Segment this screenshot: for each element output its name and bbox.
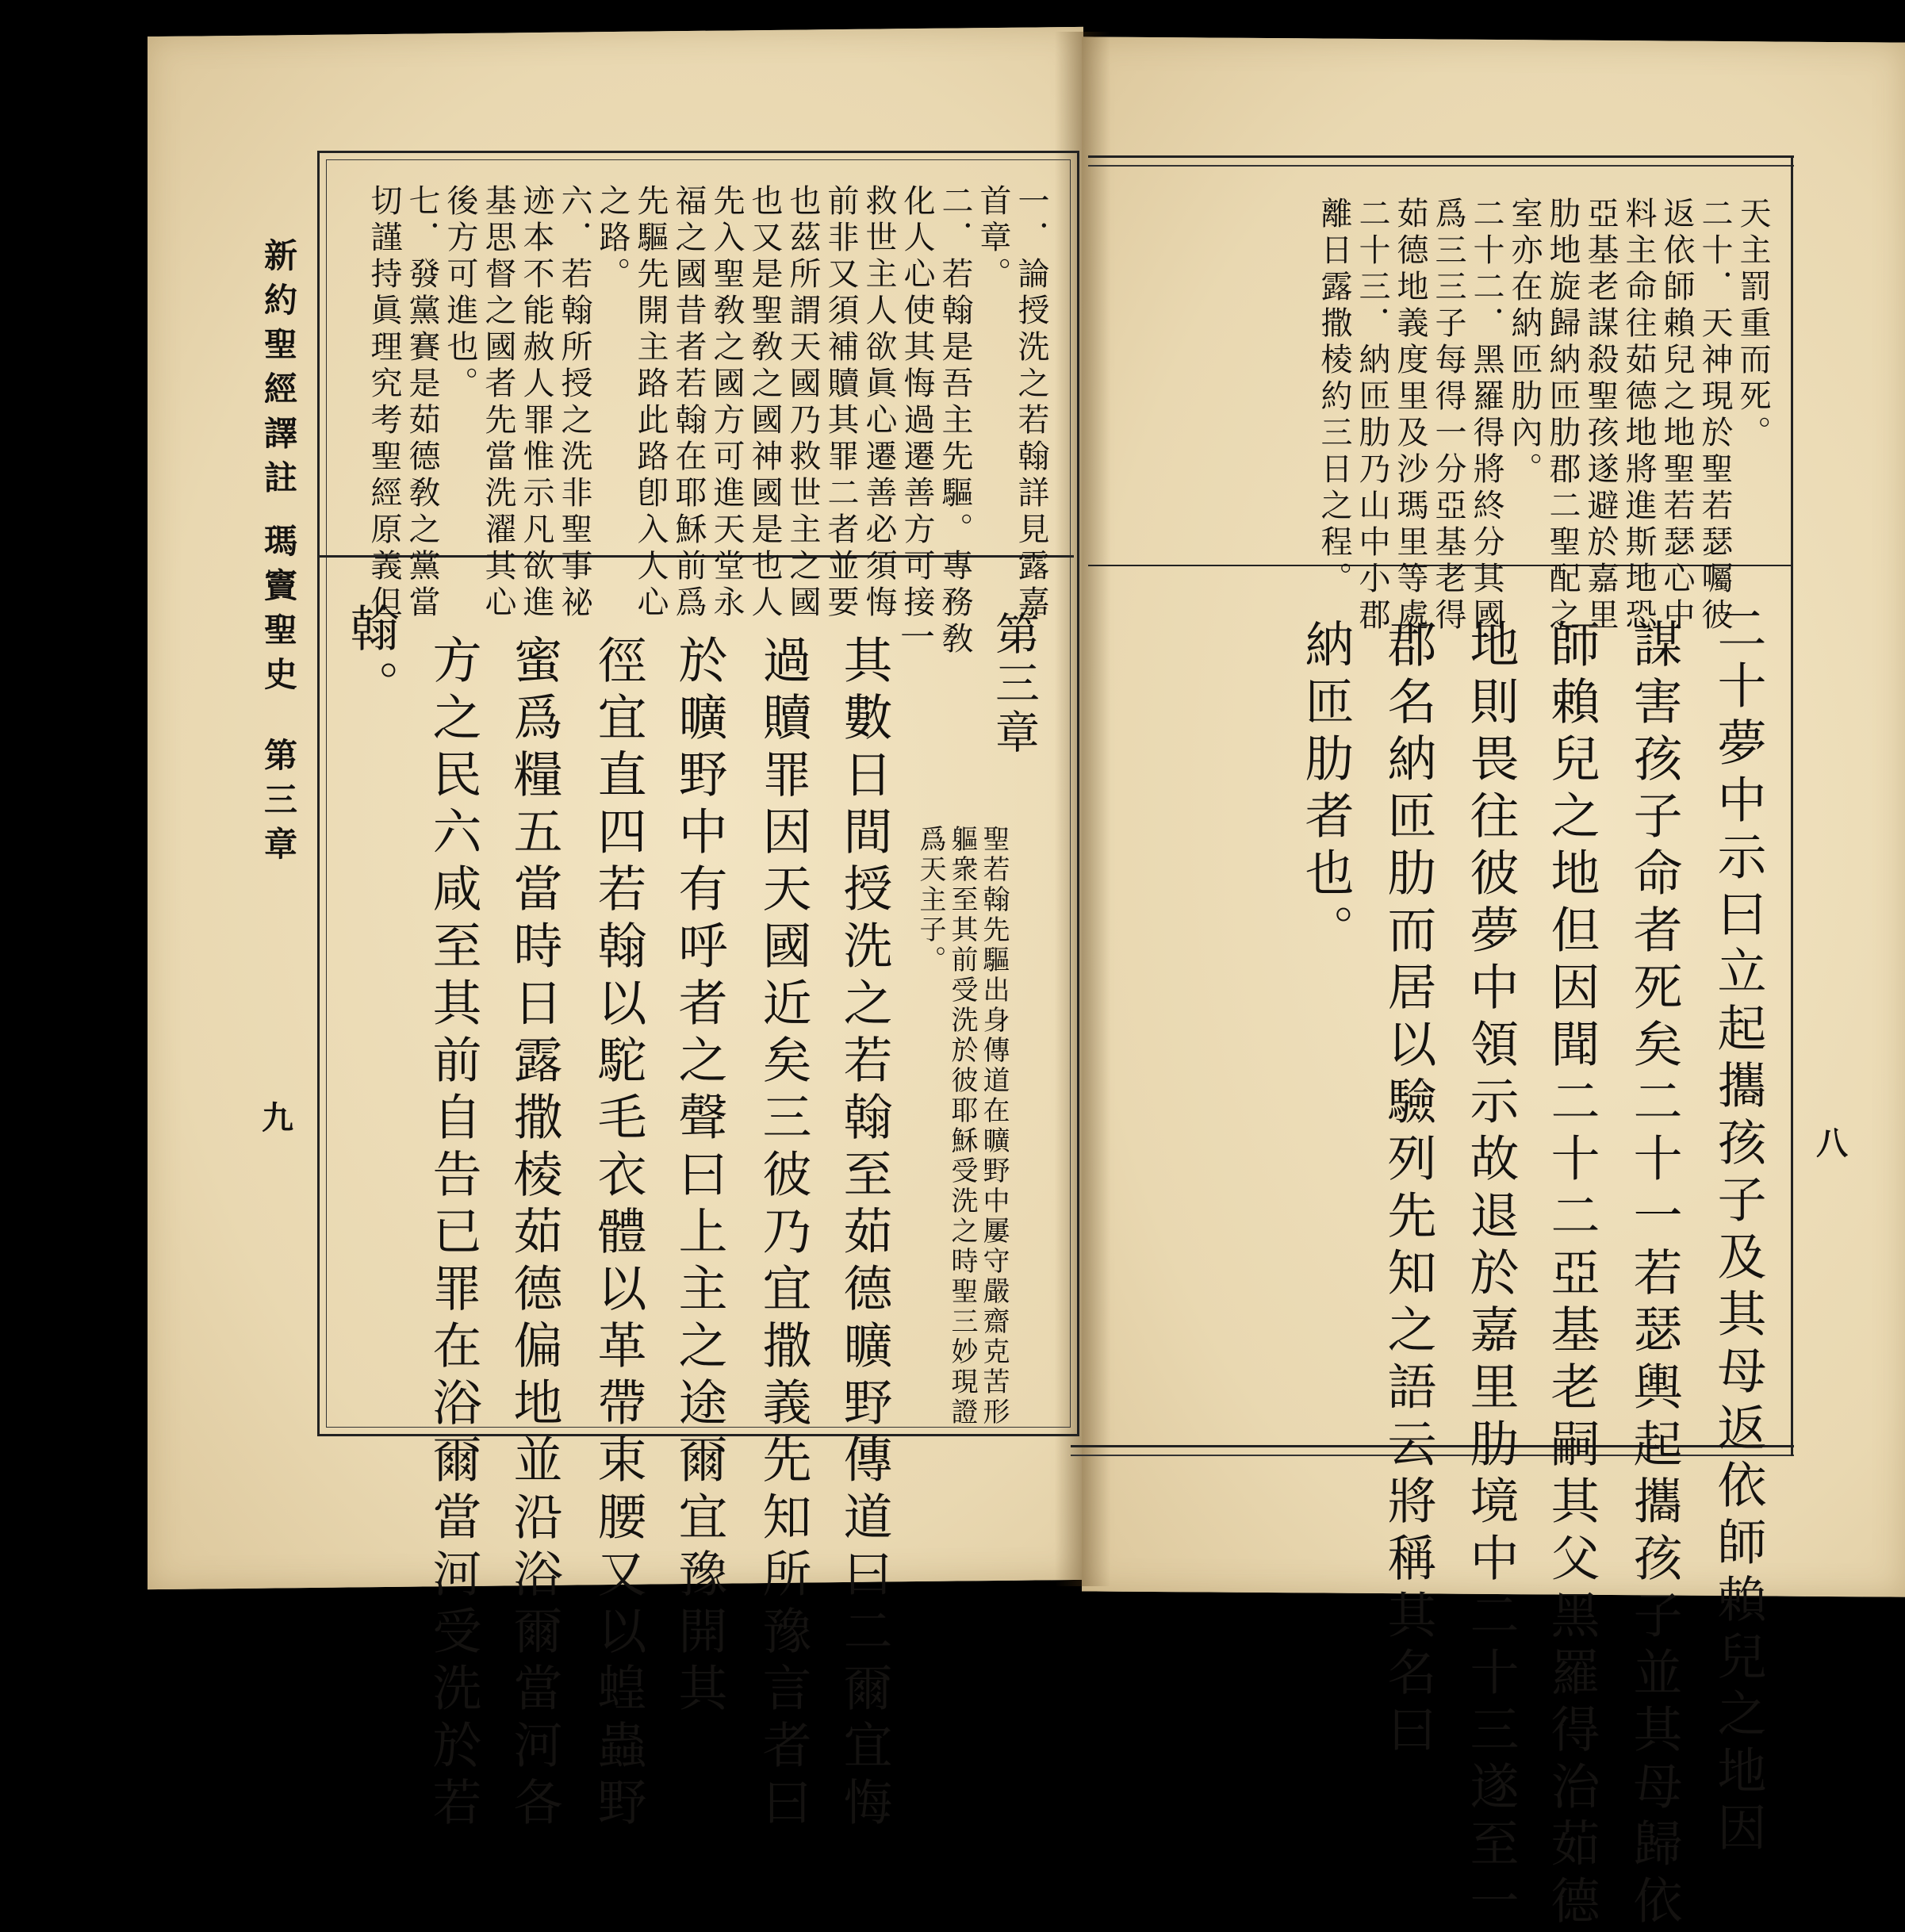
left-note-line: 一．論授洗之若翰詳見露嘉 xyxy=(1013,184,1049,622)
right-note-line: 二十三．納匝肋乃山中小郡 xyxy=(1354,197,1390,634)
right-note-line: 二十．天神現於聖若瑟囑彼 xyxy=(1696,197,1733,634)
running-head-title: 新約聖經譯註 xyxy=(259,238,298,504)
main-text-line: 謀害孩子命者死矣二十一若瑟輿起攜孩子並其母歸依 xyxy=(1625,619,1683,1932)
left-note-line: 化人心使其悔過遷善方可接 xyxy=(899,184,935,622)
left-note-line: 先入聖敎之國方可進天堂永 xyxy=(708,184,745,622)
right-note-line: 室亦在納匝肋內。 xyxy=(1506,197,1543,489)
running-head-chapter: 第三章 xyxy=(259,738,298,871)
main-text-line: 翰。 xyxy=(342,603,400,717)
left-page-number: 九 xyxy=(262,1099,293,1137)
left-note-line: 二．若翰是吾主先驅。專務敎 xyxy=(937,184,973,658)
right-note-line: 爲三三子每得一分亞基老得 xyxy=(1430,197,1466,634)
chapter-heading: 第三章 xyxy=(988,611,1040,758)
right-note-line: 二十二．黑羅得將終分其國 xyxy=(1468,197,1504,634)
main-text-line: 方之民六咸至其前自告已罪在浴爾當河受洗於若 xyxy=(424,634,482,1834)
main-text-line: 於曠野中有呼者之聲曰上主之途爾宜豫開其 xyxy=(670,634,728,1719)
left-note-line: 首章。 xyxy=(975,184,1011,293)
left-note-line: 七．發黨賽是茹德敎之黨當 xyxy=(404,184,440,622)
left-note-line: 也又是聖敎之國神國是也人 xyxy=(746,184,783,622)
left-note-line: 福之國昔者若翰在耶穌前爲 xyxy=(670,184,707,622)
left-note-line: 六．若翰所授之洗非聖事祕 xyxy=(556,184,592,622)
right-frame-top-inner-rule xyxy=(1088,165,1794,167)
verse-number: 一 xyxy=(894,619,934,661)
summary-line: 軀衆至其前受洗於彼耶穌受洗之時聖三妙現證 xyxy=(946,825,978,1428)
left-note-line: 後方可進也。 xyxy=(442,184,478,403)
left-note-line: 救世主人欲眞心遷善必須悔 xyxy=(861,184,897,622)
main-text-line: 二十夢中示曰立起攜孩子及其母返依師賴兒之地因 xyxy=(1709,603,1767,1859)
right-note-line: 返依師賴兒之地聖若瑟心中 xyxy=(1658,197,1695,634)
left-note-line: 先驅先開主路此路卽入人心 xyxy=(632,184,669,622)
main-text-line: 納匝肋者也。 xyxy=(1297,619,1355,961)
running-head-book: 瑪竇聖史 xyxy=(259,523,298,701)
main-text-line: 其數日間授洗之若翰至茹德曠野傳道曰二爾宜悔 xyxy=(835,634,893,1834)
right-note-line: 天主罰重而死。 xyxy=(1734,197,1771,452)
left-note-line: 切謹持眞理究考聖經原義但 xyxy=(366,184,402,622)
left-note-line: 前非又須補贖其罪二者並要 xyxy=(822,184,859,622)
main-text-line: 過贖罪因天國近矣三彼乃宜撒義先知所豫言者曰 xyxy=(754,634,812,1834)
summary-line: 爲天主子。 xyxy=(914,825,946,976)
right-note-line: 料主命往茹德地將進斯地恐 xyxy=(1620,197,1657,634)
right-note-line: 亞基老謀殺聖孩遂避於嘉里 xyxy=(1582,197,1619,634)
main-text-line: 師賴兒之地但因聞二十二亞基老嗣其父黑羅得治茹德 xyxy=(1543,619,1600,1932)
main-text-line: 徑宜直四若翰以駝毛衣體以革帶束腰又以蝗蟲野 xyxy=(589,634,647,1834)
left-note-line: 迹本不能赦人罪惟示凡欲進 xyxy=(518,184,554,622)
main-text-line: 郡名納匝肋而居以驗列先知之語云將稱其名曰 xyxy=(1379,619,1437,1761)
main-text-line: 地則畏往彼夢中領示故退於嘉里肋境中二十三遂至一 xyxy=(1462,619,1520,1932)
main-text-line: 蜜爲糧五當時日露撒棱茹德偏地並沿浴爾當河各 xyxy=(505,634,563,1834)
right-note-line: 離日露撒棱約三日之程。 xyxy=(1316,197,1352,598)
left-note-line: 之路。 xyxy=(594,184,631,293)
right-page-number: 八 xyxy=(1816,1125,1848,1162)
right-frame-top-rule xyxy=(1088,155,1794,158)
summary-line: 聖若翰先驅出身傳道在曠野中屢守嚴齋克苦形 xyxy=(978,825,1010,1428)
left-note-line: 基思督之國者先當洗濯其心 xyxy=(480,184,516,622)
right-frame-side-rule xyxy=(1791,155,1793,1456)
right-note-line: 肋地旋歸納匝肋郡二聖配之 xyxy=(1544,197,1581,634)
left-note-line: 也茲所謂天國乃救世主之國 xyxy=(784,184,821,622)
right-note-line: 茹德地義度里及沙瑪里等處 xyxy=(1392,197,1428,634)
